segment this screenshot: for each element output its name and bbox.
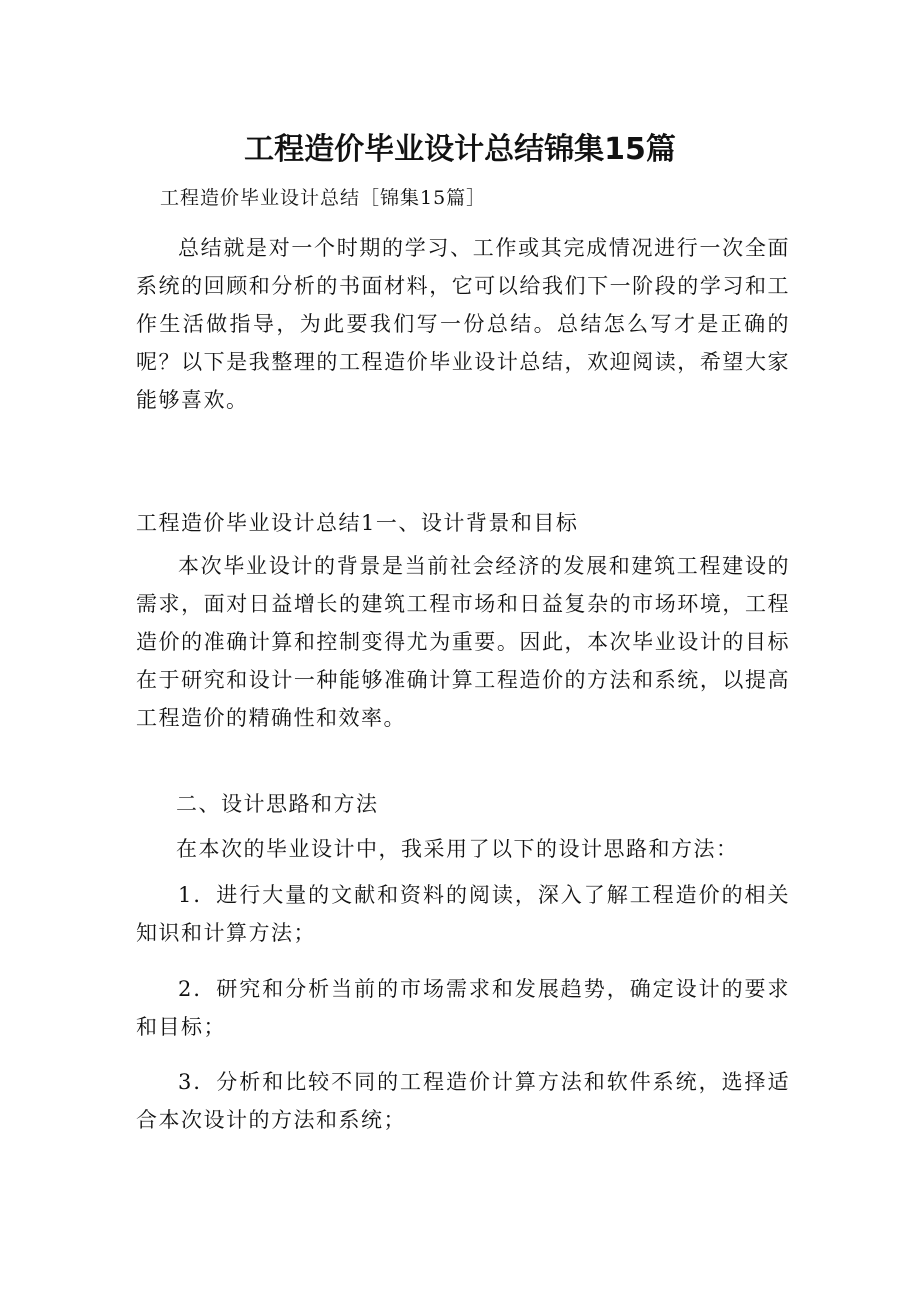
section2-heading: 二、设计思路和方法 [176,792,379,816]
list-item-1: 1．进行大量的文献和资料的阅读，深入了解工程造价的相关知识和计算方法； [136,883,790,945]
section2-intro: 在本次的毕业设计中，我采用了以下的设计思路和方法： [176,837,739,861]
section1-paragraph: 本次毕业设计的背景是当前社会经济的发展和建筑工程建设的需求，面对日益增长的建筑工程市场和日益复杂的市场环境，工程造价的准确计算和控制变得尤为重要。因此，本次毕业设计的目标在于研究和设计一种能够准确计算工程造价的方法和系统，以提高工程造价的精确性和效率。 [136,554,790,730]
list-item-2: 2．研究和分析当前的市场需求和发展趋势，确定设计的要求和目标； [136,977,790,1039]
document-title: 工程造价毕业设计总结锦集15篇 [244,132,676,167]
section1-heading: 工程造价毕业设计总结1一、设计背景和目标 [136,511,579,535]
intro-paragraph: 总结就是对一个时期的学习、工作或其完成情况进行一次全面系统的回顾和分析的书面材料，它可以给我们下一阶段的学习和工作生活做指导，为此要我们写一份总结。总结怎么写才是正确的呢？以下是我整理的工程造价毕业设计总结，欢迎阅读，希望大家能够喜欢。 [136,236,790,412]
list-item-3: 3．分析和比较不同的工程造价计算方法和软件系统，选择适合本次设计的方法和系统； [136,1070,790,1132]
document-subtitle: 工程造价毕业设计总结［锦集15篇］ [160,187,487,209]
